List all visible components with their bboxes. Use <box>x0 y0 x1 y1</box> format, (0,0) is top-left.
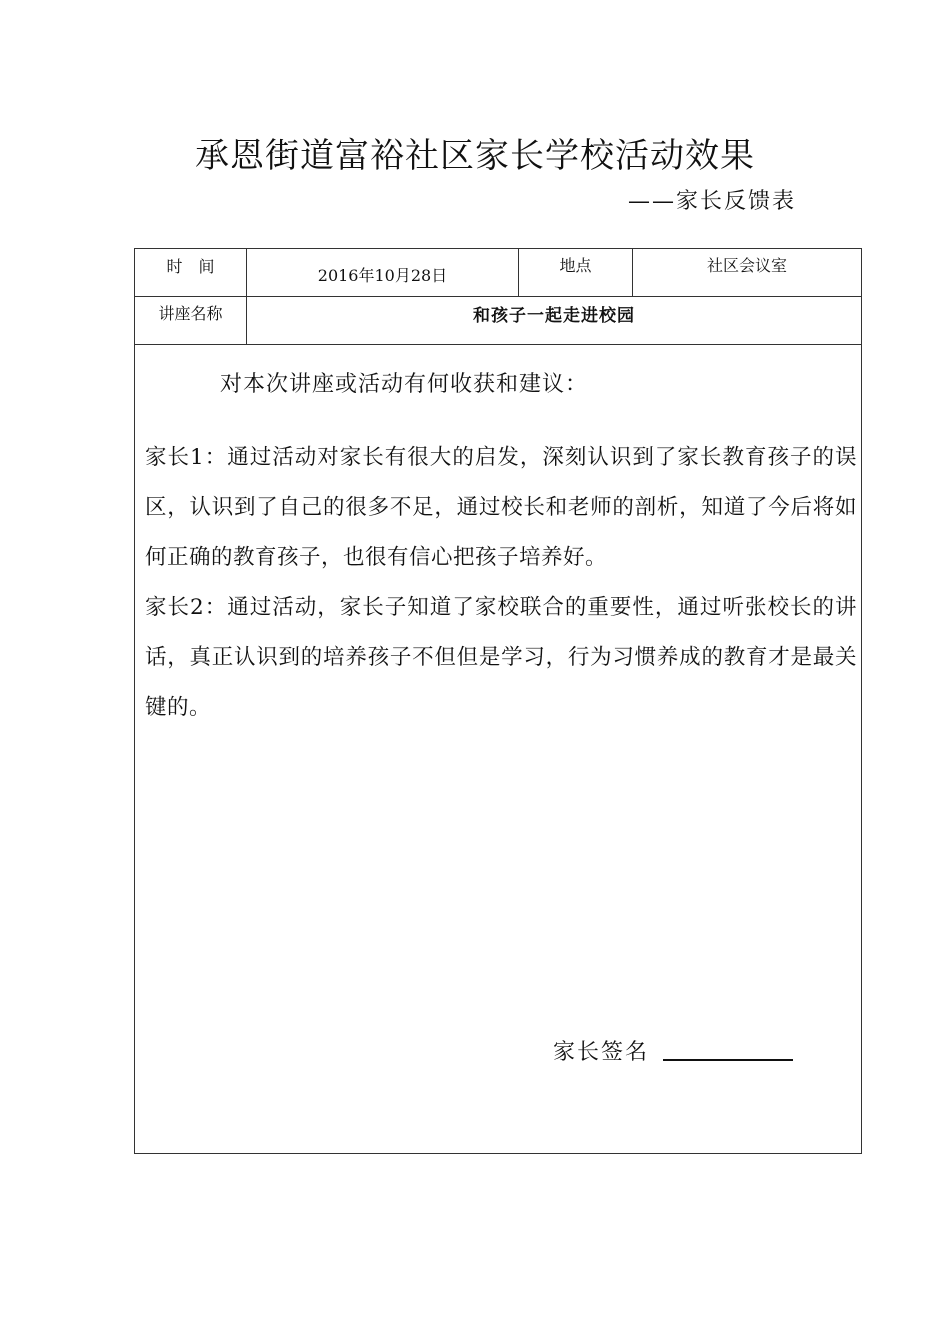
date-value: 2016年10月28日 <box>247 249 519 296</box>
feedback-question: 对本次讲座或活动有何收获和建议： <box>220 372 589 397</box>
signature-line <box>663 1059 793 1061</box>
document-title: 承恩街道富裕社区家长学校活动效果 <box>195 136 755 176</box>
parent-feedback-2: 家长2：通过活动，家长子知道了家校联合的重要性，通过听张校长的讲话，真正认识到的培养孩子不但但是学习，行为习惯养成的教育才是最关键的。 <box>145 595 857 720</box>
place-value: 社区会议室 <box>706 256 787 275</box>
time-label: 时 间 <box>135 249 247 296</box>
document-subtitle: ——家长反馈表 <box>628 189 797 214</box>
lecture-label: 讲座名称 <box>135 297 247 344</box>
signature-label: 家长签名 <box>553 1040 650 1065</box>
lecture-name: 和孩子一起走进校园 <box>473 306 635 326</box>
place-label: 地点 <box>519 249 633 296</box>
feedback-form <box>134 248 862 1154</box>
parent-feedback-1: 家长1：通过活动对家长有很大的启发，深刻认识到了家长教育孩子的误区，认识到了自己的很多不足，通过校长和老师的剖析，知道了今后将如何正确的教育孩子，也很有信心把孩子培养好。 <box>145 445 857 570</box>
signature-area <box>553 1035 793 1066</box>
form-row-time-place <box>135 249 861 297</box>
form-row-lecture <box>135 297 861 345</box>
feedback-body <box>145 433 857 733</box>
